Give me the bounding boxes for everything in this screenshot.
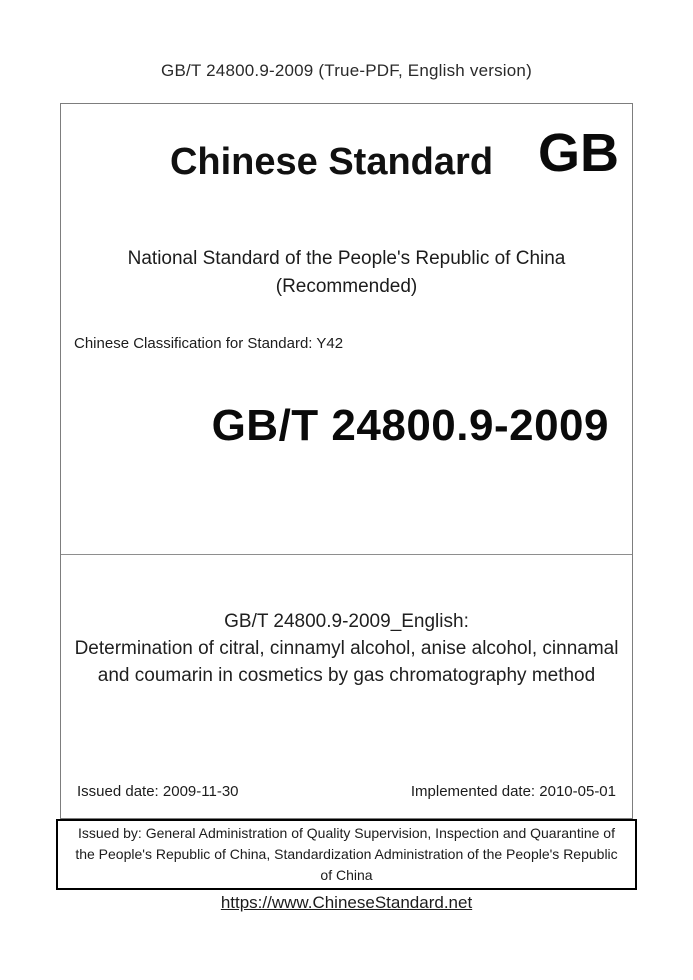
classification-line: Chinese Classification for Standard: Y42 bbox=[74, 335, 344, 352]
brand-title: Chinese Standard bbox=[169, 141, 494, 183]
issued-date: Issued date: 2009-11-30 bbox=[77, 783, 239, 800]
standard-cover-box bbox=[60, 103, 633, 819]
recommended-line: (Recommended) bbox=[275, 276, 418, 297]
section-divider bbox=[61, 554, 632, 555]
national-standard-line: National Standard of the People's Republic of China bbox=[127, 248, 566, 269]
website-link[interactable]: https://www.ChineseStandard.net bbox=[220, 893, 473, 912]
implemented-date: Implemented date: 2010-05-01 bbox=[410, 783, 616, 800]
website-link-row bbox=[0, 893, 693, 913]
english-title-block bbox=[61, 608, 632, 689]
english-title-label: GB/T 24800.9-2009_English: bbox=[224, 611, 469, 632]
gb-logo: GB bbox=[538, 123, 619, 183]
english-title-text: Determination of citral, cinnamyl alcohol, anise alcohol, cinnamal and coumarin in cosmetics by gas chromatography method bbox=[74, 638, 619, 686]
issuer-text: Issued by: General Administration of Quality Supervision, Inspection and Quarantine of the People's Republic of China, Standardization Administration of the People's Republic of China bbox=[75, 825, 618, 883]
dates-row bbox=[61, 783, 632, 800]
standard-number: GB/T 24800.9-2009 bbox=[211, 401, 609, 450]
issuer-box bbox=[56, 819, 637, 890]
page-header: GB/T 24800.9-2009 (True-PDF, English version) bbox=[161, 61, 532, 80]
